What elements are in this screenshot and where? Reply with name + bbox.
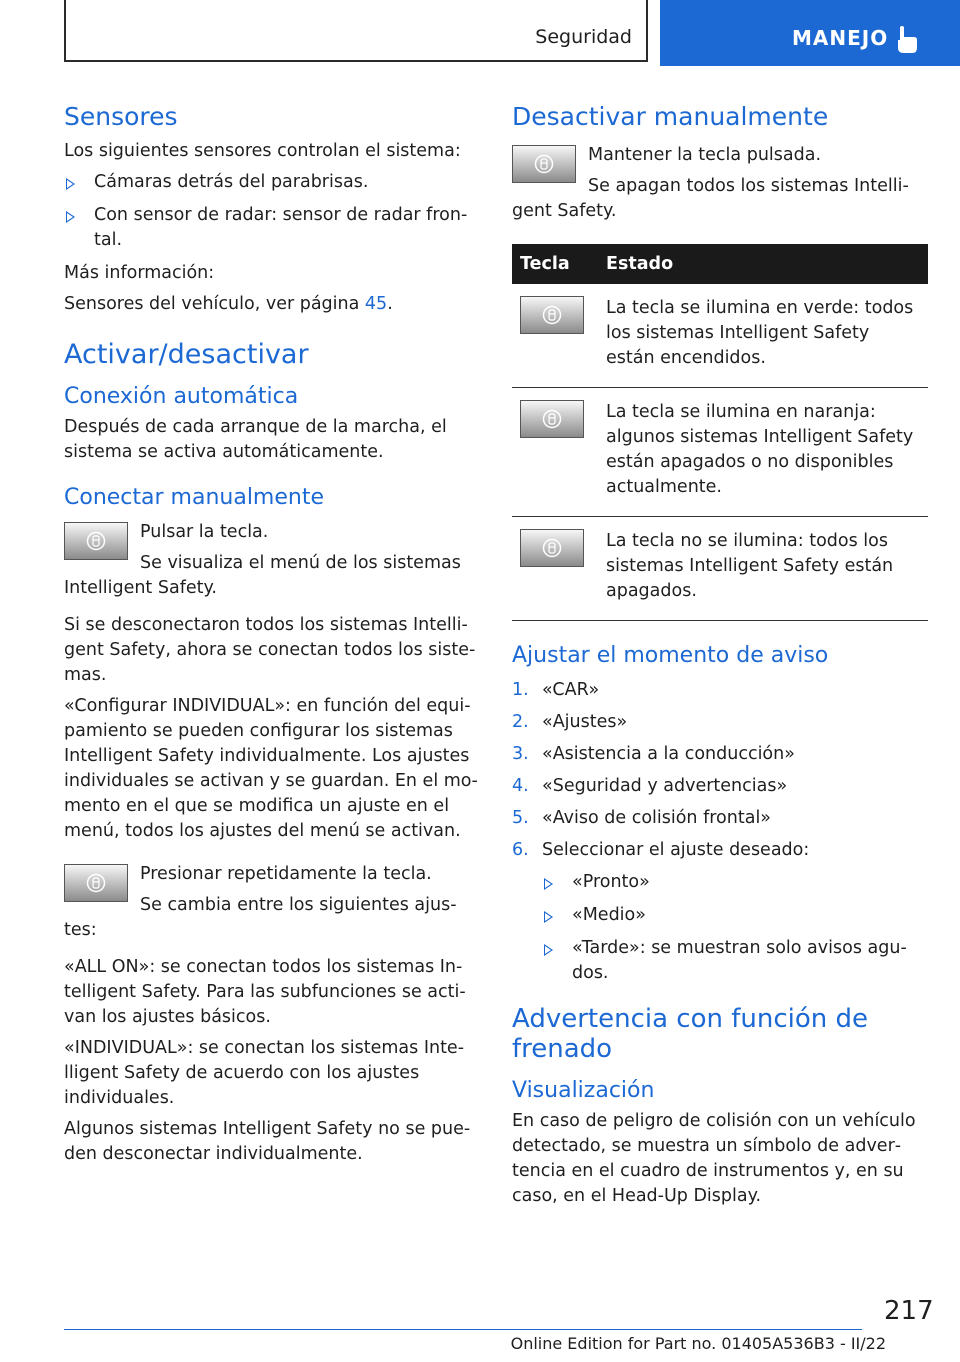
- intelligent-safety-key-icon: [512, 145, 576, 183]
- apagan-text: Se apagan todos los sistemas Intelligent Safety.: [512, 176, 909, 221]
- conexion-text: Después de cada arranque de la marcha, el sistema se activa automáticamente.: [64, 417, 447, 462]
- section-title: Seguridad: [535, 26, 632, 48]
- list-item: «Tarde»: se muestran solo avisos agudos.: [542, 936, 926, 986]
- desconectaron-text: Si se desconectaron todos los sistemas Intelligent Safety, ahora se conectan todos los sistemas.: [64, 615, 476, 685]
- list-item: 4. «Seguridad y advertencias»: [512, 776, 788, 796]
- key-block-mantener: [512, 143, 926, 230]
- table-cell-estado: La tecla no se ilumina: todos los sistemas Intelligent Safety están apagados.: [598, 517, 928, 621]
- intelligent-safety-key-icon: [520, 400, 584, 438]
- heading-activar: Activar/desactivar: [64, 339, 309, 370]
- triangle-bullet-icon: [544, 911, 553, 923]
- table-cell-key: [512, 284, 598, 388]
- heading-advertencia: Advertencia con función de frenado: [512, 1004, 869, 1064]
- heading-conexion: Conexión automática: [64, 384, 299, 409]
- heading-sensores: Sensores: [64, 102, 178, 131]
- sensores-intro: Los siguientes sensores controlan el sistema:: [64, 141, 461, 161]
- triangle-bullet-icon: [66, 211, 75, 223]
- cambia-text: Se cambia entre los siguientes ajustes:: [64, 895, 457, 940]
- visualiza-text: Se visualiza el menú de los sistemas Intelligent Safety.: [64, 553, 461, 598]
- table-row: [512, 284, 928, 388]
- ajustar-steps: [512, 678, 926, 986]
- intelligent-safety-key-icon: [64, 864, 128, 902]
- mas-informacion: Más información:: [64, 263, 215, 283]
- algunos-text: Algunos sistemas Intelligent Safety no se pueden desconectar individualmente.: [64, 1119, 471, 1164]
- chapter-tab: [660, 0, 960, 66]
- key-status-table: [512, 244, 928, 621]
- heading-visualizacion: Visualización: [512, 1078, 655, 1103]
- list-item: 6. Seleccionar el ajuste deseado: «Pronto» «Medio» «Tarde»: se muestran solo avisos agudos.: [512, 838, 926, 986]
- presionar-text: Presionar repetidamente la tecla.: [140, 864, 432, 884]
- heading-ajustar: Ajustar el momento de aviso: [512, 643, 829, 668]
- page-reference-link[interactable]: 45: [364, 294, 388, 314]
- visualizacion-text: En caso de peligro de colisión con un vehículo detectado, se muestra un símbolo de advertencia en el cuadro de instrumentos y, en su caso, en el Head-Up Display.: [512, 1111, 916, 1206]
- chapter-tab-label: MANEJO: [792, 26, 889, 50]
- list-item: Con sensor de radar: sensor de radar frontal.: [64, 203, 478, 253]
- list-item: 2. «Ajustes»: [512, 712, 628, 732]
- mantener-text: Mantener la tecla pulsada.: [588, 145, 822, 165]
- all-on-text: «ALL ON»: se conectan todos los sistemas Intelligent Safety. Para las subfunciones se activan los ajustes básicos.: [64, 957, 466, 1027]
- ajuste-options: [542, 870, 926, 986]
- list-item: «Medio»: [542, 903, 926, 928]
- individual-text: «INDIVIDUAL»: se conectan los sistemas Intelligent Safety de acuerdo con los ajustes individuales.: [64, 1038, 465, 1108]
- key-block-presionar: [64, 862, 478, 949]
- intelligent-safety-key-icon: [520, 529, 584, 567]
- table-cell-estado: La tecla se ilumina en naranja: algunos sistemas Intelligent Safety están apagados o no disponibles actualmente.: [598, 388, 928, 517]
- table-header-estado: Estado: [598, 244, 928, 284]
- section-box: [64, 0, 648, 62]
- ver-pagina: Sensores del vehículo, ver página 45.: [64, 294, 393, 314]
- list-item: «Pronto»: [542, 870, 926, 895]
- list-item: Cámaras detrás del parabrisas.: [64, 170, 478, 195]
- heading-desactivar: Desactivar manualmente: [512, 102, 829, 131]
- list-item: 5. «Aviso de colisión frontal»: [512, 808, 772, 828]
- triangle-bullet-icon: [66, 178, 75, 190]
- pulsar-text: Pulsar la tecla.: [140, 522, 269, 542]
- sensores-list: [64, 170, 478, 253]
- table-cell-key: [512, 517, 598, 621]
- heading-conectar: Conectar manualmente: [64, 485, 325, 510]
- table-row: [512, 388, 928, 517]
- key-block-pulsar: [64, 520, 478, 607]
- configurar-text: «Configurar INDIVIDUAL»: en función del equipamiento se pueden configurar los sistemas Intelligent Safety individualmente. Los ajustes individuales se activan y se guardan. En el momento en el que se modifica un ajuste en el menú, todos los ajustes del menú se activan.: [64, 696, 478, 841]
- intelligent-safety-key-icon: [520, 296, 584, 334]
- left-column: [64, 96, 478, 1173]
- footer-divider: [64, 1329, 862, 1330]
- right-column: [512, 96, 926, 1215]
- edition-text: Online Edition for Part no. 01405A536B3 - II/22: [510, 1334, 886, 1353]
- list-item: 1. «CAR»: [512, 680, 600, 700]
- page-number: 217: [884, 1296, 934, 1326]
- table-header-row: [512, 244, 928, 284]
- table-cell-key: [512, 388, 598, 517]
- page-header: [0, 0, 960, 66]
- list-item: 3. «Asistencia a la conducción»: [512, 744, 795, 764]
- table-cell-estado: La tecla se ilumina en verde: todos los sistemas Intelligent Safety están encendidos.: [598, 284, 928, 388]
- hand-pointer-icon: [894, 24, 920, 54]
- table-header-tecla: Tecla: [512, 244, 598, 284]
- table-row: [512, 517, 928, 621]
- triangle-bullet-icon: [544, 944, 553, 956]
- intelligent-safety-key-icon: [64, 522, 128, 560]
- triangle-bullet-icon: [544, 878, 553, 890]
